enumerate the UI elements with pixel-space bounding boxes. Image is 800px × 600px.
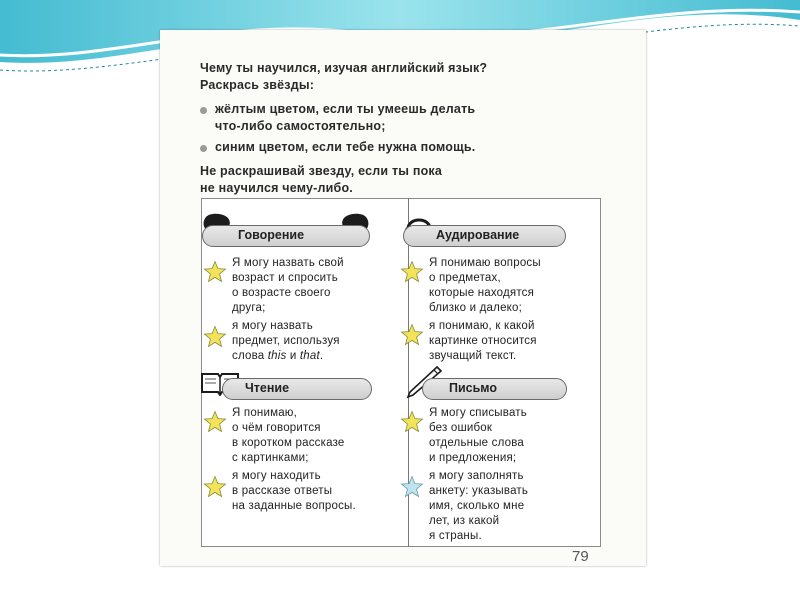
star-icon[interactable] bbox=[400, 260, 424, 284]
bullet1-line2: что-либо самостоятельно; bbox=[215, 119, 386, 133]
section-reading-header bbox=[222, 378, 372, 400]
speaking-skill-1: Я могу назвать свой возраст и спросить о возрасте своего друга; bbox=[232, 257, 344, 314]
speaking-skill-2-text: я могу назвать предмет, используя слова bbox=[232, 320, 340, 362]
bullet-dot bbox=[200, 145, 207, 152]
bullet1-line1: жёлтым цветом, если ты умеешь делать bbox=[215, 102, 476, 116]
writing-skill-1: Я могу списывать без ошибок отдельные слова и предложения; bbox=[429, 407, 527, 464]
listening-skill-2: я понимаю, к какой картинке относится звучащий текст. bbox=[429, 320, 537, 362]
word-that: that bbox=[299, 350, 320, 362]
instruction-text: Раскрась звёзды: bbox=[200, 78, 315, 92]
star-icon[interactable] bbox=[203, 325, 227, 349]
writing-skill-2: я могу заполнять анкету: указывать имя, сколько мне лет, из какой я страны. bbox=[429, 470, 529, 542]
listening-skill-1: Я понимаю вопросы о предметах, которые находятся близко и далеко; bbox=[429, 257, 541, 314]
star-icon[interactable] bbox=[203, 475, 227, 499]
section-writing-title: Письмо bbox=[449, 381, 498, 395]
speaking-skill-2-end: . bbox=[319, 350, 324, 362]
star-icon[interactable] bbox=[400, 410, 424, 434]
section-listening-title: Аудирование bbox=[436, 228, 520, 242]
page-number: 79 bbox=[572, 548, 589, 565]
word-and: и bbox=[286, 350, 300, 362]
star-icon[interactable] bbox=[203, 260, 227, 284]
section-listening-header bbox=[403, 225, 566, 247]
word-this: this bbox=[267, 350, 287, 362]
star-icon[interactable] bbox=[203, 410, 227, 434]
star-icon[interactable] bbox=[400, 323, 424, 347]
bullet2-text: синим цветом, если тебе нужна помощь. bbox=[215, 140, 476, 154]
bullet-dot bbox=[200, 107, 207, 114]
note-line2: не научился чему-либо. bbox=[200, 181, 353, 195]
reading-skill-1: Я понимаю, о чём говорится в коротком рассказе с картинками; bbox=[232, 407, 345, 464]
section-writing-header bbox=[422, 378, 567, 400]
section-speaking-title: Говорение bbox=[238, 228, 305, 242]
section-speaking-header bbox=[202, 225, 370, 247]
star-icon[interactable] bbox=[400, 475, 424, 499]
reading-skill-2: я могу находить в рассказе ответы на заданные вопросы. bbox=[232, 470, 356, 512]
note-line1: Не раскрашивай звезду, если ты пока bbox=[200, 164, 443, 178]
question-text: Чему ты научился, изучая английский язык? bbox=[200, 61, 488, 75]
section-reading-title: Чтение bbox=[245, 381, 290, 395]
speaking-skill-2 bbox=[232, 319, 340, 364]
textbook-page bbox=[160, 30, 646, 566]
